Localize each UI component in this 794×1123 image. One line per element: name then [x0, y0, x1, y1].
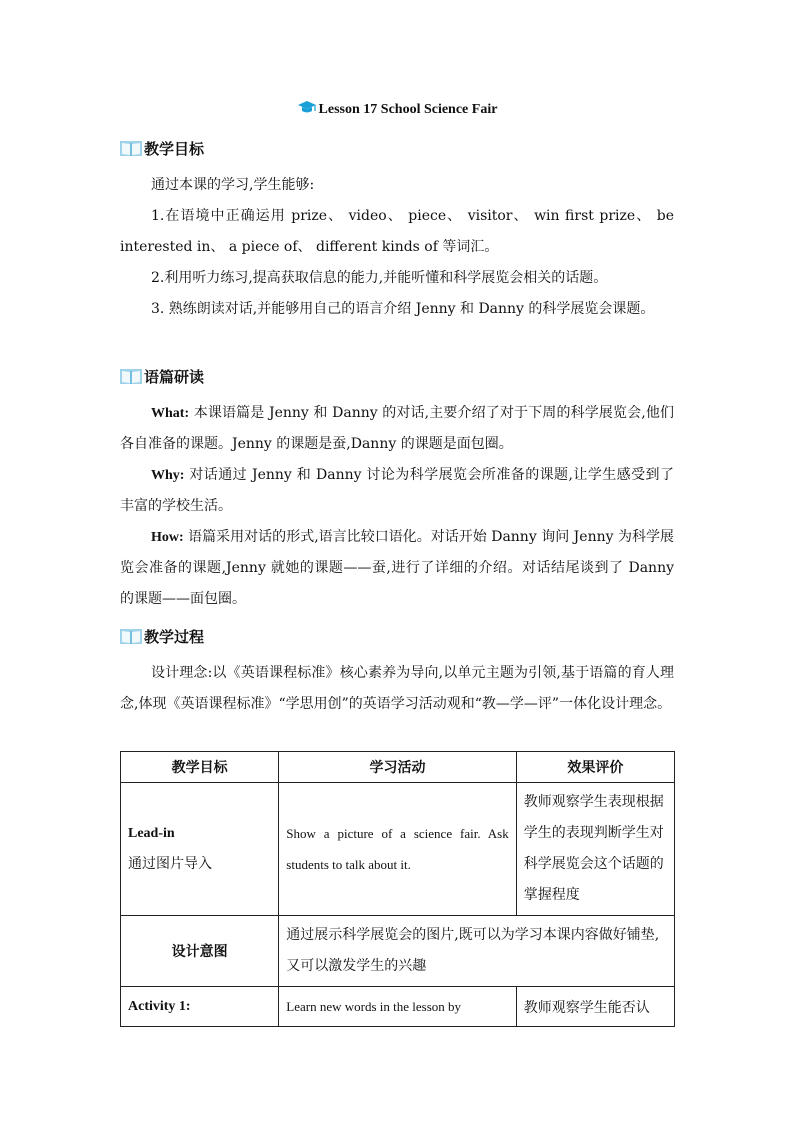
why-label: Why:	[151, 468, 185, 483]
how-label: How:	[151, 530, 184, 545]
what-text: 本课语篇是 Jenny 和 Danny 的对话,主要介绍了对于下周的科学展览会,他们各自准备的课题。Jenny 的课题是蚕,Danny 的课题是面包圈。	[120, 405, 674, 452]
header-goal: 教学目标	[121, 752, 279, 783]
open-book-icon	[120, 367, 142, 389]
table-row	[121, 783, 675, 916]
section-heading-analysis	[120, 366, 204, 389]
analysis-why	[120, 460, 674, 522]
goals-item-1: 1.在语境中正确运用 prize、 video、 piece、 visitor、 win first prize、 be interested in、 a piece of、 different kinds of 等词汇。	[120, 208, 674, 255]
lesson-title	[0, 100, 794, 121]
intent-text-cell: 通过展示科学展览会的图片,既可以为学习本课内容做好铺垫,又可以激发学生的兴趣	[279, 916, 675, 987]
table-row	[121, 916, 675, 987]
activity1-title-cell: Activity 1:	[121, 987, 279, 1027]
header-activity: 学习活动	[279, 752, 516, 783]
leadin-evaluation-cell: 教师观察学生表现根据学生的表现判断学生对科学展览会这个话题的掌握程度	[516, 783, 674, 916]
section-analysis-label: 语篇研读	[144, 368, 205, 386]
table-row	[121, 987, 675, 1027]
how-text: 语篇采用对话的形式,语言比较口语化。对话开始 Danny 询问 Jenny 为科学展览会准备的课题,Jenny 就她的课题——蚕,进行了详细的介绍。对话结尾谈到了 Danny 的课题——面包圈。	[120, 529, 674, 607]
section-heading-process	[120, 626, 204, 649]
what-label: What:	[151, 406, 190, 421]
analysis-how	[120, 522, 674, 615]
header-evaluation: 效果评价	[516, 752, 674, 783]
goals-item-2: 2.利用听力练习,提高获取信息的能力,并能听懂和科学展览会相关的话题。	[151, 270, 608, 286]
goals-intro: 通过本课的学习,学生能够:	[151, 177, 315, 193]
why-text: 对话通过 Jenny 和 Danny 讨论为科学展览会所准备的课题,让学生感受到了丰富的学校生活。	[120, 467, 674, 514]
section-process-label: 教学过程	[144, 628, 205, 646]
open-book-icon	[120, 627, 142, 649]
design-concept: 设计理念:以《英语课程标准》核心素养为导向,以单元主题为引领,基于语篇的育人理念,体现《英语课程标准》“学思用创”的英语学习活动观和“教—学—评”一体化设计理念。	[120, 665, 674, 712]
table-header-row	[121, 752, 675, 783]
leadin-title: Lead-in	[128, 826, 175, 841]
leadin-subtitle: 通过图片导入	[128, 856, 212, 872]
lesson-title-text: Lesson 17 School Science Fair	[318, 102, 498, 117]
intent-label-cell: 设计意图	[121, 916, 279, 987]
goals-item-3: 3. 熟练朗读对话,并能够用自己的语言介绍 Jenny 和 Danny 的科学展览会课题。	[151, 301, 655, 317]
section-goals-label: 教学目标	[144, 140, 205, 158]
activity1-activity-cell: Learn new words in the lesson by	[279, 987, 516, 1027]
leadin-goal-cell	[121, 783, 279, 916]
activity1-evaluation-cell: 教师观察学生能否认	[516, 987, 674, 1027]
section-heading-goals	[120, 138, 204, 161]
leadin-activity-cell: Show a picture of a science fair. Ask students to talk about it.	[279, 783, 516, 916]
analysis-what	[120, 398, 674, 460]
open-book-icon	[120, 139, 142, 161]
graduation-cap-icon	[297, 100, 317, 121]
lesson-plan-table	[120, 751, 675, 1027]
